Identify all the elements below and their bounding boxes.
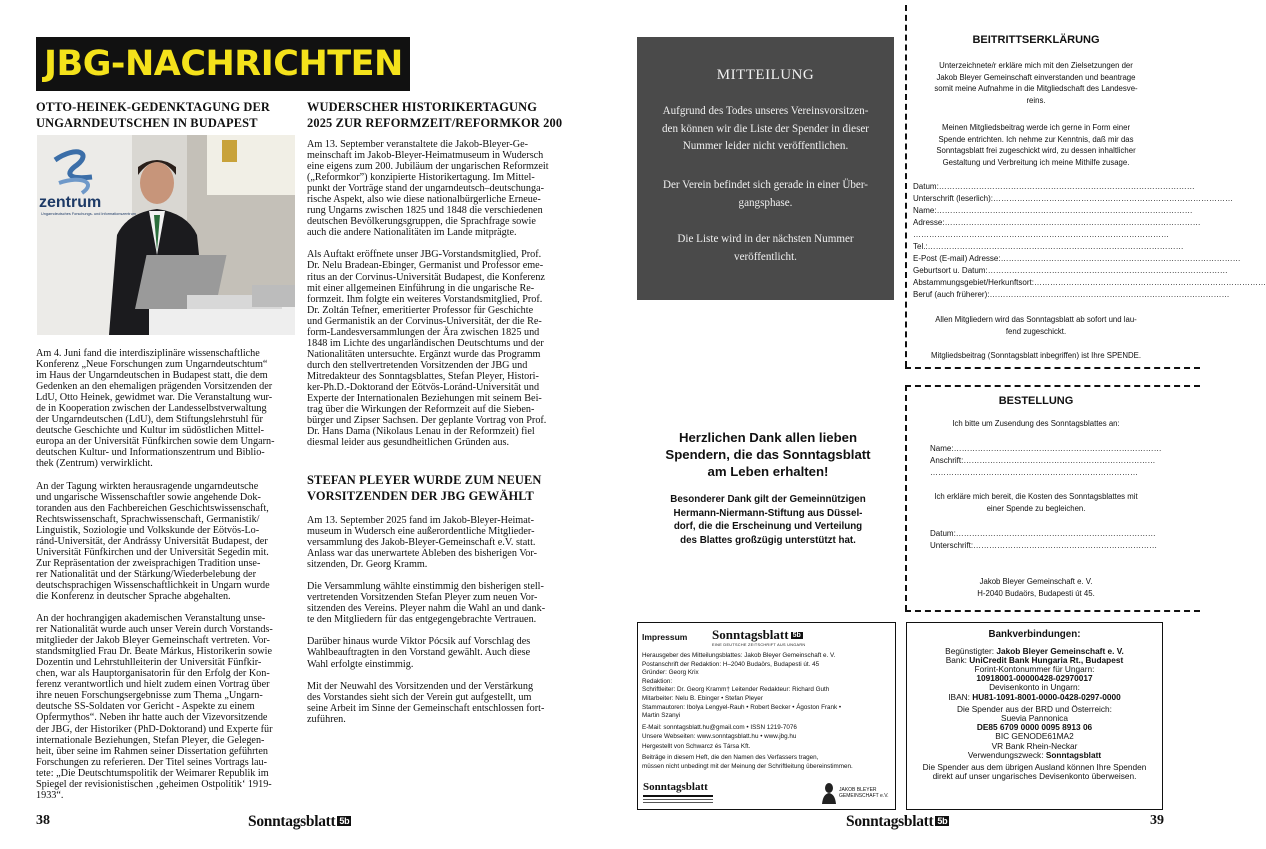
bank-line: DE85 6709 0000 0095 8913 06 [976,722,1093,733]
article1-headline [36,100,298,131]
article1-body [36,348,297,801]
impressum-line: Beiträge in diesem Heft, die den Namen des Verfassers tragen, [642,754,819,761]
thanks-line: Herzlichen Dank allen lieben [678,430,858,445]
field-tel[interactable]: Tel.:…………………………………………………………………………………… [913,242,1184,251]
impressum-logo-sub: EINE DEUTSCHE ZEITSCHRIFT AUS UNGARN [712,643,806,647]
headline-line: WUDERSCHER HISTORIKERTAGUNG [307,100,538,114]
bank-line: IBAN: HU81-1091-8001-0000-0428-0297-0000 [948,691,1121,702]
field-geburtsort[interactable]: Geburtsort u. Datum:……………………………………………………………………………… [913,266,1228,275]
bank-line: direkt auf unser ungarisches Devisenkonto überweisen. [932,771,1137,782]
impressum-line: Mitarbeiter: Nelu B. Ebinger • Stefan Pleyer [642,695,763,702]
bestellung-cost-text: Ich erkläre mich bereit, die Kosten des Sonntagsblattes mit einer Spende zu begleichen. [934,492,1138,513]
impressum-line: müssen nicht unbedingt mit der Meinung der Schriftleitung übereinstimmen. [642,762,853,770]
impressum-line: E-Mail: sonntagsblatt.hu@gmail.com • ISSN 1219-7076 [642,724,797,731]
field-name[interactable]: Name:…………………………………………………………………………………… [913,206,1193,215]
article1-photo [37,135,295,335]
page-number-right: 39 [1150,813,1164,828]
jbg-logo-line: JAKOB BLEYER [839,787,877,793]
headline-line: VORSITZENDEN DER JBG GEWÄHLT [307,488,534,503]
impressum-logo-text: Sonntagsblatt [712,627,789,642]
article3-paragraph: Darüber hinaus wurde Viktor Pócsik auf Vorschlag des Wahlbeauftragten in den Vorstand gewählt. Auch diese Wahl erfolgte einstimmig. [307,636,531,670]
impressum-line: Unsere Webseiten: www.sonntagsblatt.hu • www.jbg.hu [642,732,797,740]
article3-body [307,515,565,725]
bank-line: 10918001-00000428-02970017 [976,673,1093,684]
mitteilung-paragraph: Die Liste wird in der nächsten Nummer veröffentlicht. [677,233,854,263]
cut-line-bestellung-bottom [905,610,1200,612]
mitteilung-paragraph: Der Verein befindet sich gerade in einer Über- gangsphase. [662,179,869,209]
photo-sign-text: zentrum [39,194,102,211]
article2-headline [307,100,569,131]
cut-line-beitritt [905,5,907,367]
bank-line: Begünstigter: Jakob Bleyer Gemeinschaft e. V. [945,646,1124,656]
bank-line: Verwendungszweck: Sonntagsblatt [967,749,1102,760]
footer-logo-right [846,813,949,831]
beitritt-title: BEITRITTSERKLÄRUNG [972,34,1100,46]
footer-logo-left [248,813,351,831]
special-thanks-line: Besonderer Dank gilt der Gemeinnützigen [670,494,866,505]
thanks-line: am Leben erhalten! [707,464,829,479]
beitritt-fee-text: Meinen Mitgliedsbeitrag werde ich gerne in Form einer Spende entrichten. Ich nehme zur Kenntnis, daß mir das Sonntagsblatt frei zugeschickt wird, zu dessen inhaltlicher Gestaltung und Verbreitung ich meine Mithilfe zusage. [936,123,1136,167]
beitritt-intro: Unterzeichnete/r erkläre mich mit den Zielsetzungen der Jakob Bleyer Gemeinschaft einverstanden und beantrage somit meine Aufnahme in die Mitgliedschaft des Landesve- reins. [934,61,1138,105]
bank-line: Die Spender aus der BRD und Österreich: [957,704,1112,715]
bank-line: BIC GENODE61MA2 [995,731,1074,742]
footer-logo-text: Sonntagsblatt [248,813,336,830]
thanks-heading [628,429,908,480]
cut-line-bestellung-top [905,385,1200,387]
jbg-portrait-icon [822,782,836,804]
impressum-line: Schriftleiter: Dr. Georg Kramm† Leitender Redakteur: Richard Guth [642,686,830,694]
order-field-datum[interactable]: Datum:………………………………………………………………… [930,529,1156,538]
field-adresse-2[interactable]: …………………………………………………………………………………… [913,230,1169,239]
order-field-unterschrift[interactable]: Unterschrift:…………………………………………………………… [930,541,1158,550]
article2-paragraph: Als Auftakt eröffnete unser JBG-Vorstandsmitglied, Prof. Dr. Nelu Bradean-Ebinger, Germanist und Professor eme- ritus an der Corvinus-Universität Budapest, die Konferenz mit einer allgemeinen Einführung in die ungarische Re- formzeit. Ihm folgte ein weiteres Vorstandsmitglied, Prof. Dr. Zoltán Tefner, emeritierter Professor für Geschichte und Germanistik an der Corvinus-Universität, der die Re- form-Landesversammlungen der Ära zwischen 1825 und 1848 im Lichte des ungarländischen Deutschtums und der Nationalitäten untersuchte. Ergänzt wurde das Programm durch den stellvertretenden Vorsitzenden der JBG und Mitredakteur des Sonntagsblattes, Stefan Pleyer, Histori- ker-Ph.D.-Doktorand der Eötvös-Loránd-Universität und Experte der Internationalen Beziehungen mit seinem Bei- trag über die Wirkungen der Reformzeit auf die Sieben- bürger und Zipser Sachsen. Der geplante Vortrag von Prof. Dr. Hans Dama (Nikolaus Lenau in der Reformzeit) fiel diesmal leider aus gesundheitlichen Gründen aus. [307,249,547,449]
beitritt-fee-note: Mitgliedsbeitrag (Sonntagsblatt inbegriffen) ist Ihre SPENDE. [930,351,1142,360]
impressum-bottom-logo: Sonntagsblatt [643,781,719,807]
jbg-logo [822,782,894,808]
bestellung-address: Jakob Bleyer Gemeinschaft e. V. H-2040 Budaörs, Budapesti út 45. [977,577,1095,598]
field-email[interactable]: E-Post (E-mail) Adresse:……………………………………………………………………………… [913,254,1241,263]
special-thanks-line: des Blattes großzügig unterstützt hat. [680,534,856,546]
impressum-logo [712,627,803,643]
field-adresse[interactable]: Adresse:…………………………………………………………………………………… [913,218,1201,227]
impressum-line: Martin Szanyi [642,712,681,720]
beitritt-note: Allen Mitgliedern wird das Sonntagsblatt ab sofort und lau- fend zugeschickt. [935,315,1137,336]
cut-line-beitritt-bottom [905,367,1200,369]
footer-logo-text: Sonntagsblatt [846,813,934,830]
footer-logo-badge: 5b [339,816,350,826]
bank-title: Bankverbindungen: [988,629,1081,640]
special-thanks [630,493,906,547]
article3-paragraph: Die Versammlung wählte einstimmig den bisherigen stell- vertretenden Vorsitzenden Stefan Pleyer zum neuen Vor- sitzenden des Vereins. Pleyer nahm die Wahl an und dank- te den Mitgliedern für das entgegengebrachte Vertrauen. [307,581,546,626]
photo-sign-sub: Ungarndeutsches Forschungs- und Informationszentrum [41,212,136,216]
bank-line: VR Bank Rhein-Neckar [991,740,1078,751]
article2-body [307,139,565,448]
order-field-name[interactable]: Name:…………………………………………………………………… [930,444,1162,453]
bank-line: Suevia Pannonica [1001,713,1068,724]
order-field-anschrift[interactable]: Anschrift:……………………………………………………………… [930,456,1156,465]
bank-box [906,622,1163,810]
article2-paragraph: Am 13. September veranstaltete die Jakob-Bleyer-Ge- meinschaft im Jakob-Bleyer-Heimatmuseum in Wudersch eine eigens zum 200. Jubiläum der ungarischen Reformzeit („Reformkor”) konzipierte Historikertagung. Im Mittel- punkt der Vorträge stand der ungarndeutsch–deutschunga- rische Aspekt, also wie diese nationalbürgerliche Erneue- rung Ungarns zwischen 1825 und 1848 die verschiedenen deutschen Bevölkerungsgruppen, die Sprachfrage sowie auch die andere Nationalitäten im Lande mitprägte. [307,139,549,239]
field-abstammungsgebiet[interactable]: Abstammungsgebiet/Herkunftsort:…………………………………………………………………………… [913,278,1266,287]
impressum-line: Herausgeber des Mitteilungsblattes: Jakob Bleyer Gemeinschaft e. V. [642,652,836,659]
special-thanks-line: dorf, die die Erscheinung und Verteilung [673,521,863,533]
article1-paragraph: An der hochrangigen akademischen Veranstaltung unse- rer Nationalität wurde auch unser Verein durch Vorstands- mitglieder der Jakob Bleyer Gemeinschaft vertreten. Vor- standsmitglied Frau Dr. Beate Márkus, Historikerin sowie Dozentin und Lehrstuhlleiterin der Universität Fünfkir- chen, war als Hauptorganisatorin für den Erfolg der Kon- ferenz verantwortlich und hielt zudem einen Vortrag über ihre neuen Forschungsergebnisse zum Thema „Ungarn- deutsche SS-Soldaten vor Gericht - Aspekte zu einem Opfermythos“. Neben ihr hatte auch der Vizevorsitzende der JBG, der Historiker (PhD-Doktorand) und Experte für internationale Beziehungen, Stefan Pleyer, die Gelegen- heit, über seine im Rahmen seiner Dissertation geführten Forschungen zu referieren. Der Titel seines Vortrags lau- tete: „Die Deutschtumspolitik der Weimarer Republik im Spiegel der revisionistischen ‚geheimen Ostpolitik‘ 1919- 1933“. [36,613,273,801]
impressum-line: Hergestellt von Schwarcz és Társa Kft. [642,743,751,750]
bank-line: Bank: UniCredit Bank Hungaria Rt., Budapest [945,655,1124,666]
headline-line: 2025 ZUR REFORMZEIT/REFORMKOR 200 [307,115,563,130]
impressum-box [637,622,896,810]
order-field-anschrift-2[interactable]: …………………………………………………………………… [930,468,1138,477]
bestellung-intro: Ich bitte um Zusendung des Sonntagsblattes an: [952,419,1120,428]
bank-line: Die Spender aus dem übrigen Ausland können Ihre Spenden [922,762,1147,773]
bestellung-title: BESTELLUNG [998,395,1074,407]
mitteilung-title: MITTEILUNG [716,67,815,83]
article1-paragraph: An der Tagung wirkten herausragende ungarndeutsche und ungarische Wissenschaftler sowie angehende Dok- toranden aus den Fachbereichen Geschichtswissenschaft, Rechtswissenschaft, Sprachwissenschaft, Germanistik/ Linguistik, Soziologie und Volkskunde der Eötvös-Lo- ránd-Universität, der Andrássy Universität Budapest, der Universität Fünfkirchen und der Universität Segedin mit. Zur Repräsentation der zweisprachigen Tradition unse- rer Nationalität und der Stärkung/Wiederbelebung der deutschsprachigen Wissenschaftlichkeit in Ungarn wurde die Konferenz in deutscher Sprache abgehalten. [36,480,270,602]
impressum-line: Postanschrift der Redaktion: H–2040 Budaörs, Budapesti út. 45 [642,660,820,668]
headline-line: STEFAN PLEYER WURDE ZUM NEUEN [307,473,542,487]
bank-line: Forint-Kontonummer für Ungarn: [974,664,1095,675]
bank-line: Devisenkonto in Ungarn: [989,682,1080,693]
page-number-left: 38 [36,813,50,828]
special-thanks-line: Hermann-Niermann-Stiftung aus Düssel- [673,507,863,519]
article1-paragraph: Am 4. Juni fand die interdisziplinäre wissenschaftliche Konferenz „Neue Forschungen zum Ungarndeutschtum“ im Haus der Ungarndeutschen in Budapest statt, die dem Gedenken an den ehemaligen prägenden Vorsitzenden der LdU, Otto Heinek, gewidmet war. Die Veranstaltung wur- de in Kooperation zwischen der Landesselbstverwaltung der Ungarndeutschen (LdU), dem Stiftungslehrstuhl für deutsche Geschichte und Kultur im südöstlichen Mittel- europa an der Universität Fünfkirchen sowie dem Ungarn- deutschen Kultur- und Informationszentrum und Biblio- thek (Zentrum) verwirklicht. [36,348,275,470]
thanks-line: Spendern, die das Sonntagsblatt [665,447,871,462]
mitteilung-box [637,37,894,300]
impressum-logo-badge: 5b [792,632,801,639]
field-unterschrift[interactable]: Unterschrift (leserlich):……………………………………………………………………………… [913,194,1234,203]
impressum-line: Gründer: Georg Krix [642,669,699,677]
field-datum[interactable]: Datum:…………………………………………………………………………………… [913,182,1195,191]
jbg-logo-line: GEMEINSCHAFT e.V. [839,793,889,799]
article3-paragraph: Am 13. September 2025 fand im Jakob-Bleyer-Heimat- museum in Wudersch eine außerordentliche Mitglieder- versammlung des Jakob-Bleyer-Gemeinschaft e.V. statt. Anlass war das unerwartete Ableben des bisherigen Vor- sitzenden, Dr. Georg Kramm. [307,515,537,571]
impressum-line: Redaktion: [642,677,673,685]
mitteilung-paragraph: Aufgrund des Todes unseres Vereinsvorsitzen- den können wir die Liste der Spender in dieser Nummer leider nicht veröffentlichen. [661,105,870,153]
impressum-label: Impressum [642,632,688,642]
field-beruf[interactable]: Beruf (auch früherer):……………………………………………………………………………… [913,290,1230,299]
cut-line-bestellung [905,385,907,611]
headline-line: UNGARNDEUTSCHEN IN BUDAPEST [36,115,258,130]
footer-logo-badge: 5b [937,816,948,826]
impressum-line: Stammautoren: Ibolya Lengyel-Rauh • Robert Becker • Ágoston Frank • [642,703,842,711]
section-banner-title: JBG-NACHRICHTEN [44,44,403,84]
article3-headline [307,473,569,504]
article3-paragraph: Mit der Neuwahl des Vorsitzenden und der Verstärkung des Vorstandes sieht sich der Verein gut aufgestellt, um seine Arbeit im Sinne der Gemeinschaft entschlossen fort- zuführen. [307,680,545,725]
headline-line: OTTO-HEINEK-GEDENKTAGUNG DER [36,100,271,114]
